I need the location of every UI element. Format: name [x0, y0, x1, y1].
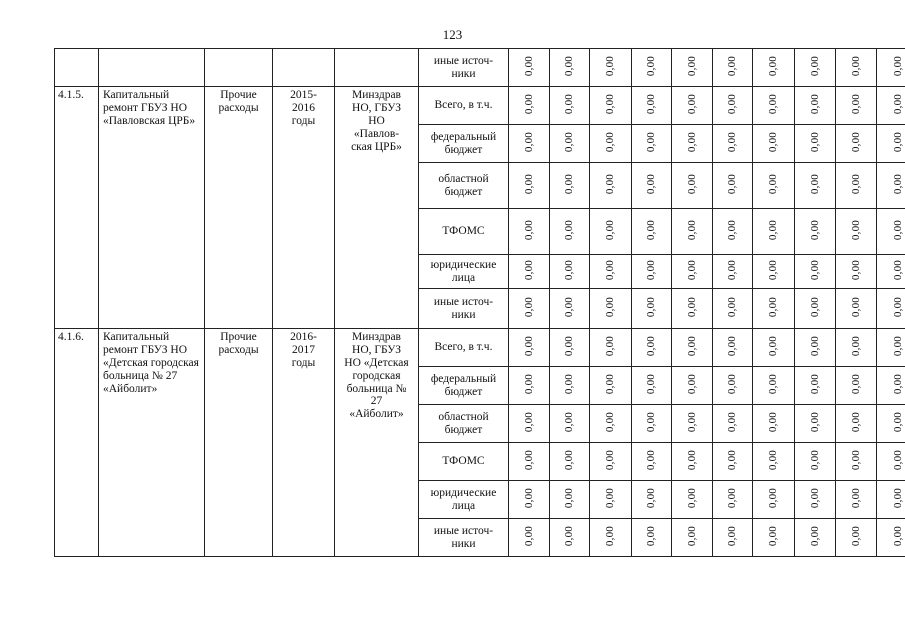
value-cell [713, 519, 753, 557]
value-cell [877, 87, 905, 125]
value-text: 0,00 [645, 525, 658, 546]
value-text: 0,00 [685, 449, 698, 470]
source-cell: иные источ- ники [419, 289, 509, 329]
value-cell [632, 49, 672, 87]
value-text: 0,00 [892, 411, 905, 432]
period: 2015- 2016 годы [273, 87, 335, 329]
value-text: 0,00 [767, 93, 780, 114]
value-text: 0,00 [726, 296, 739, 317]
value-cell [877, 255, 905, 289]
value-text: 0,00 [604, 411, 617, 432]
value-cell [713, 329, 753, 367]
source-cell: ТФОМС [419, 443, 509, 481]
value-text: 0,00 [726, 373, 739, 394]
value-cell [836, 125, 877, 163]
value-text: 0,00 [685, 373, 698, 394]
value-cell [632, 519, 672, 557]
value-text: 0,00 [563, 335, 576, 356]
value-text: 0,00 [685, 219, 698, 240]
value-text: 0,00 [808, 259, 821, 280]
value-text: 0,00 [522, 131, 535, 152]
value-text: 0,00 [604, 296, 617, 317]
value-text: 0,00 [563, 411, 576, 432]
entry-name: Капитальный ремонт ГБУЗ НО «Павловская ЦРБ» [99, 87, 205, 329]
value-cell [632, 125, 672, 163]
value-cell [550, 289, 590, 329]
value-text: 0,00 [726, 487, 739, 508]
value-cell [632, 255, 672, 289]
value-text: 0,00 [726, 55, 739, 76]
value-text: 0,00 [685, 55, 698, 76]
source-cell: федеральный бюджет [419, 125, 509, 163]
value-cell [753, 519, 795, 557]
value-cell [795, 209, 836, 255]
value-text: 0,00 [563, 525, 576, 546]
value-cell [877, 163, 905, 209]
value-text: 0,00 [849, 525, 862, 546]
expense-type: Прочие расходы [205, 329, 273, 557]
value-cell [877, 405, 905, 443]
value-text: 0,00 [849, 93, 862, 114]
value-cell [877, 481, 905, 519]
value-cell [795, 125, 836, 163]
value-text: 0,00 [849, 411, 862, 432]
table-body [55, 49, 905, 557]
value-text: 0,00 [563, 131, 576, 152]
source-cell: ТФОМС [419, 209, 509, 255]
value-text: 0,00 [522, 173, 535, 194]
value-cell [795, 443, 836, 481]
empty-cell [205, 49, 273, 87]
value-text: 0,00 [849, 173, 862, 194]
value-cell [713, 87, 753, 125]
value-cell [509, 163, 550, 209]
value-text: 0,00 [685, 335, 698, 356]
value-text: 0,00 [645, 55, 658, 76]
value-cell [795, 367, 836, 405]
source-cell: федеральный бюджет [419, 367, 509, 405]
value-cell [753, 443, 795, 481]
value-cell [753, 329, 795, 367]
value-text: 0,00 [767, 55, 780, 76]
empty-cell [55, 49, 99, 87]
value-cell [509, 519, 550, 557]
value-text: 0,00 [604, 525, 617, 546]
value-text: 0,00 [522, 259, 535, 280]
value-text: 0,00 [645, 449, 658, 470]
value-text: 0,00 [563, 259, 576, 280]
value-text: 0,00 [522, 335, 535, 356]
value-cell [590, 255, 632, 289]
value-cell [877, 49, 905, 87]
value-text: 0,00 [604, 219, 617, 240]
value-cell [632, 329, 672, 367]
value-text: 0,00 [522, 296, 535, 317]
value-text: 0,00 [849, 335, 862, 356]
value-text: 0,00 [767, 131, 780, 152]
value-cell [836, 405, 877, 443]
value-cell [795, 481, 836, 519]
value-text: 0,00 [645, 335, 658, 356]
executor: Минздрав НО, ГБУЗ НО «Детская городская больница № 27 «Айболит» [335, 329, 419, 557]
value-text: 0,00 [849, 373, 862, 394]
value-text: 0,00 [892, 525, 905, 546]
value-cell [632, 163, 672, 209]
source-cell: Всего, в т.ч. [419, 329, 509, 367]
source-cell: иные источ- ники [419, 49, 509, 87]
value-cell [713, 125, 753, 163]
value-cell [590, 125, 632, 163]
value-cell [672, 49, 713, 87]
value-cell [795, 163, 836, 209]
value-cell [877, 125, 905, 163]
value-cell [753, 209, 795, 255]
value-cell [672, 481, 713, 519]
value-cell [836, 481, 877, 519]
value-text: 0,00 [892, 219, 905, 240]
value-cell [550, 125, 590, 163]
value-cell [713, 481, 753, 519]
value-text: 0,00 [892, 487, 905, 508]
value-text: 0,00 [604, 373, 617, 394]
value-text: 0,00 [645, 93, 658, 114]
value-text: 0,00 [849, 259, 862, 280]
value-text: 0,00 [726, 173, 739, 194]
value-text: 0,00 [604, 131, 617, 152]
value-text: 0,00 [849, 55, 862, 76]
value-text: 0,00 [604, 487, 617, 508]
value-text: 0,00 [685, 296, 698, 317]
value-cell [632, 443, 672, 481]
source-cell: юридические лица [419, 255, 509, 289]
value-text: 0,00 [767, 173, 780, 194]
value-text: 0,00 [726, 525, 739, 546]
value-text: 0,00 [685, 411, 698, 432]
value-cell [550, 329, 590, 367]
value-text: 0,00 [685, 131, 698, 152]
value-cell [509, 329, 550, 367]
value-cell [753, 163, 795, 209]
value-text: 0,00 [604, 449, 617, 470]
value-cell [713, 255, 753, 289]
value-cell [590, 329, 632, 367]
value-text: 0,00 [563, 173, 576, 194]
value-cell [550, 481, 590, 519]
value-text: 0,00 [808, 335, 821, 356]
value-text: 0,00 [685, 93, 698, 114]
value-cell [713, 367, 753, 405]
value-cell [753, 125, 795, 163]
empty-cell [335, 49, 419, 87]
value-cell [795, 49, 836, 87]
value-cell [672, 125, 713, 163]
value-text: 0,00 [892, 259, 905, 280]
value-cell [672, 329, 713, 367]
financing-table [54, 48, 905, 557]
table-row [55, 87, 905, 125]
value-cell [550, 87, 590, 125]
value-text: 0,00 [645, 219, 658, 240]
value-text: 0,00 [522, 449, 535, 470]
value-text: 0,00 [767, 296, 780, 317]
value-cell [836, 49, 877, 87]
value-cell [550, 163, 590, 209]
value-text: 0,00 [522, 93, 535, 114]
value-cell [672, 367, 713, 405]
value-cell [590, 87, 632, 125]
value-cell [550, 443, 590, 481]
value-text: 0,00 [726, 219, 739, 240]
expense-type: Прочие расходы [205, 87, 273, 329]
value-cell [795, 87, 836, 125]
value-cell [632, 405, 672, 443]
value-text: 0,00 [522, 487, 535, 508]
value-cell [713, 405, 753, 443]
value-text: 0,00 [808, 449, 821, 470]
value-text: 0,00 [645, 259, 658, 280]
value-cell [877, 289, 905, 329]
page-number: 123 [442, 27, 463, 42]
value-cell [836, 163, 877, 209]
value-cell [550, 367, 590, 405]
value-text: 0,00 [563, 55, 576, 76]
value-text: 0,00 [685, 525, 698, 546]
value-cell [590, 163, 632, 209]
value-text: 0,00 [645, 173, 658, 194]
value-text: 0,00 [892, 93, 905, 114]
value-cell [632, 289, 672, 329]
value-text: 0,00 [808, 131, 821, 152]
value-cell [795, 329, 836, 367]
value-text: 0,00 [645, 373, 658, 394]
value-text: 0,00 [767, 487, 780, 508]
value-text: 0,00 [522, 373, 535, 394]
value-cell [713, 49, 753, 87]
value-cell [550, 519, 590, 557]
value-cell [836, 289, 877, 329]
value-cell [632, 367, 672, 405]
entry-number: 4.1.5. [55, 87, 99, 329]
value-text: 0,00 [726, 449, 739, 470]
value-cell [590, 519, 632, 557]
value-text: 0,00 [808, 55, 821, 76]
value-cell [836, 209, 877, 255]
value-text: 0,00 [604, 173, 617, 194]
value-text: 0,00 [604, 259, 617, 280]
value-cell [836, 87, 877, 125]
value-text: 0,00 [808, 219, 821, 240]
value-cell [509, 209, 550, 255]
value-text: 0,00 [849, 296, 862, 317]
value-text: 0,00 [849, 219, 862, 240]
value-text: 0,00 [563, 373, 576, 394]
value-text: 0,00 [685, 487, 698, 508]
value-text: 0,00 [767, 335, 780, 356]
value-text: 0,00 [767, 219, 780, 240]
value-text: 0,00 [563, 219, 576, 240]
value-text: 0,00 [645, 131, 658, 152]
value-text: 0,00 [522, 219, 535, 240]
value-text: 0,00 [808, 296, 821, 317]
value-cell [713, 209, 753, 255]
value-text: 0,00 [563, 487, 576, 508]
value-cell [632, 209, 672, 255]
value-text: 0,00 [892, 449, 905, 470]
value-text: 0,00 [563, 296, 576, 317]
value-text: 0,00 [563, 449, 576, 470]
value-cell [877, 519, 905, 557]
value-text: 0,00 [892, 335, 905, 356]
executor: Минздрав НО, ГБУЗ НО «Павлов- ская ЦРБ» [335, 87, 419, 329]
value-cell [672, 443, 713, 481]
value-cell [713, 163, 753, 209]
table-row [55, 49, 905, 87]
value-cell [672, 163, 713, 209]
value-cell [672, 255, 713, 289]
value-cell [632, 87, 672, 125]
value-cell [509, 125, 550, 163]
value-cell [877, 443, 905, 481]
value-cell [753, 49, 795, 87]
value-cell [672, 209, 713, 255]
value-text: 0,00 [522, 525, 535, 546]
value-cell [713, 443, 753, 481]
value-cell [509, 289, 550, 329]
value-text: 0,00 [726, 259, 739, 280]
value-cell [550, 209, 590, 255]
value-cell [753, 255, 795, 289]
value-cell [795, 405, 836, 443]
value-text: 0,00 [767, 373, 780, 394]
source-cell: областной бюджет [419, 163, 509, 209]
entry-number: 4.1.6. [55, 329, 99, 557]
value-text: 0,00 [604, 335, 617, 356]
value-cell [590, 443, 632, 481]
value-text: 0,00 [849, 131, 862, 152]
value-cell [509, 481, 550, 519]
value-cell [672, 519, 713, 557]
value-cell [550, 255, 590, 289]
value-cell [713, 289, 753, 329]
value-cell [877, 367, 905, 405]
value-cell [836, 367, 877, 405]
value-cell [590, 367, 632, 405]
value-cell [795, 289, 836, 329]
value-text: 0,00 [892, 173, 905, 194]
value-cell [509, 367, 550, 405]
value-text: 0,00 [726, 93, 739, 114]
value-text: 0,00 [726, 131, 739, 152]
value-cell [590, 405, 632, 443]
value-cell [836, 255, 877, 289]
value-cell [672, 405, 713, 443]
entry-name: Капитальный ремонт ГБУЗ НО «Детская городская больница № 27 «Айболит» [99, 329, 205, 557]
value-cell [753, 87, 795, 125]
value-cell [632, 481, 672, 519]
value-text: 0,00 [563, 93, 576, 114]
value-text: 0,00 [808, 173, 821, 194]
value-text: 0,00 [685, 259, 698, 280]
empty-cell [99, 49, 205, 87]
source-cell: Всего, в т.ч. [419, 87, 509, 125]
value-cell [795, 255, 836, 289]
value-text: 0,00 [808, 373, 821, 394]
value-cell [836, 329, 877, 367]
value-cell [672, 289, 713, 329]
value-text: 0,00 [726, 335, 739, 356]
value-cell [672, 87, 713, 125]
value-cell [877, 329, 905, 367]
value-text: 0,00 [767, 525, 780, 546]
value-text: 0,00 [685, 173, 698, 194]
source-cell: юридические лица [419, 481, 509, 519]
value-text: 0,00 [604, 55, 617, 76]
value-cell [753, 367, 795, 405]
value-text: 0,00 [808, 411, 821, 432]
source-cell: иные источ- ники [419, 519, 509, 557]
value-text: 0,00 [849, 487, 862, 508]
source-cell: областной бюджет [419, 405, 509, 443]
value-text: 0,00 [645, 411, 658, 432]
value-cell [550, 49, 590, 87]
value-text: 0,00 [892, 373, 905, 394]
value-text: 0,00 [645, 296, 658, 317]
value-text: 0,00 [892, 296, 905, 317]
value-cell [590, 289, 632, 329]
value-cell [753, 289, 795, 329]
value-cell [509, 255, 550, 289]
value-text: 0,00 [892, 131, 905, 152]
value-cell [836, 443, 877, 481]
value-text: 0,00 [522, 411, 535, 432]
value-text: 0,00 [604, 93, 617, 114]
value-text: 0,00 [849, 449, 862, 470]
value-cell [550, 405, 590, 443]
value-cell [877, 209, 905, 255]
period: 2016- 2017 годы [273, 329, 335, 557]
value-text: 0,00 [522, 55, 535, 76]
value-text: 0,00 [808, 525, 821, 546]
empty-cell [273, 49, 335, 87]
value-cell [753, 405, 795, 443]
value-text: 0,00 [808, 487, 821, 508]
value-cell [836, 519, 877, 557]
value-text: 0,00 [892, 55, 905, 76]
value-cell [590, 481, 632, 519]
value-cell [795, 519, 836, 557]
value-cell [509, 443, 550, 481]
value-text: 0,00 [767, 411, 780, 432]
value-text: 0,00 [645, 487, 658, 508]
value-text: 0,00 [726, 411, 739, 432]
value-text: 0,00 [767, 449, 780, 470]
value-text: 0,00 [767, 259, 780, 280]
value-cell [590, 49, 632, 87]
value-cell [753, 481, 795, 519]
value-text: 0,00 [808, 93, 821, 114]
table-row [55, 329, 905, 367]
value-cell [509, 49, 550, 87]
value-cell [509, 87, 550, 125]
value-cell [509, 405, 550, 443]
value-cell [590, 209, 632, 255]
